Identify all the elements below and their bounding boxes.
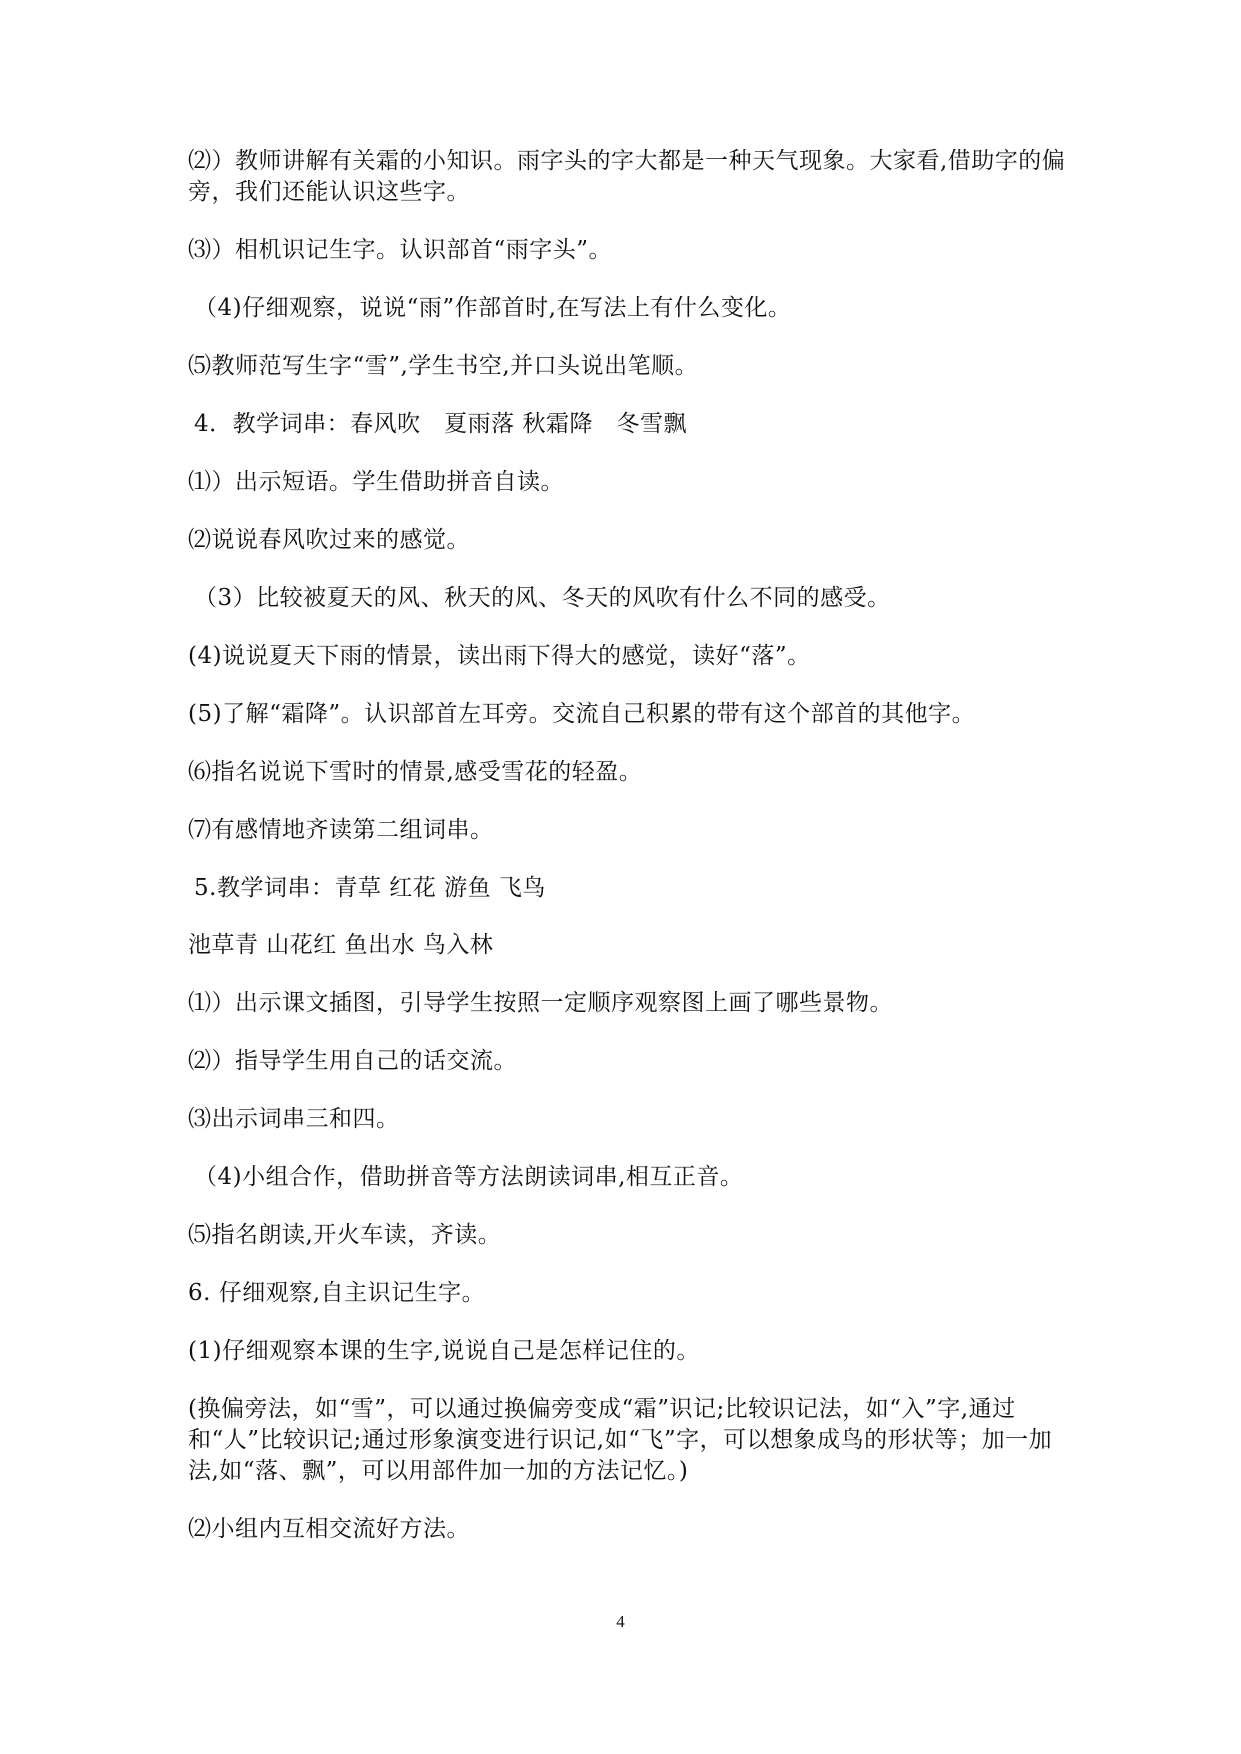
section-5-phrases: 池草青 山花红 鱼出水 鸟入林 (188, 932, 494, 958)
section-5-heading: 5.教学词串：青草 红花 游鱼 飞鸟 (194, 875, 546, 901)
paragraph-1-observe-characters: (1)仔细观察本课的生字,说说自己是怎样记住的。 (188, 1338, 700, 1364)
section-6-heading: 6. 仔细观察,自主识记生字。 (188, 1280, 486, 1306)
paragraph-1-show-illustration: ⑴）出示课文插图，引导学生按照一定顺序观察图上画了哪些景物。 (188, 990, 893, 1016)
paragraph-5-frost-descent: (5)了解“霜降”。认识部首左耳旁。交流自己积累的带有这个部首的其他字。 (188, 701, 976, 727)
paragraph-methods-note: (换偏旁法，如“雪”，可以通过换偏旁变成“霜”识记;比较识记法，如“入”字,通过和“人”比较识记;通过形象演变进行识记,如“飞”字，可以想象成鸟的形状等；加一加法,如“落、飘”，可以用部件加一加的方法记忆。) (188, 1396, 1053, 1484)
paragraph-3-phrases-three-four: ⑶出示词串三和四。 (188, 1106, 400, 1132)
document-body (188, 146, 1068, 1572)
paragraph-2-spring-wind: ⑵说说春风吹过来的感觉。 (188, 527, 470, 553)
paragraph-3-compare-winds: （3）比较被夏天的风、秋天的风、冬天的风吹有什么不同的感受。 (194, 585, 891, 611)
paragraph-1-show-phrases: ⑴）出示短语。学生借助拼音自读。 (188, 469, 564, 495)
paragraph-4-observe-rain: （4)仔细观察，说说“雨”作部首时,在写法上有什么变化。 (194, 295, 792, 321)
page-number: 4 (616, 1612, 625, 1631)
paragraph-7-read-aloud: ⑺有感情地齐读第二组词串。 (188, 817, 494, 843)
paragraph-6-snow-scene: ⑹指名说说下雪时的情景,感受雪花的轻盈。 (188, 759, 643, 785)
paragraph-4-group-work: （4)小组合作，借助拼音等方法朗读词串,相互正音。 (194, 1164, 744, 1190)
paragraph-2-share-methods: ⑵小组内互相交流好方法。 (188, 1516, 470, 1542)
paragraph-5-write-snow: ⑸教师范写生字“雪”,学生书空,并口头说出笔顺。 (188, 353, 699, 379)
paragraph-2-frost-knowledge: ⑵）教师讲解有关霜的小知识。雨字头的字大都是一种天气现象。大家看,借助字的偏旁，我们还能认识这些字。 (188, 148, 1066, 205)
paragraph-5-read-in-turn: ⑸指名朗读,开火车读，齐读。 (188, 1222, 502, 1248)
paragraph-3-radical-rain: ⑶）相机识记生字。认识部首“雨字头”。 (188, 237, 613, 263)
paragraph-4-summer-rain: (4)说说夏天下雨的情景，读出雨下得大的感觉，读好“落”。 (188, 643, 811, 669)
paragraph-2-own-words: ⑵）指导学生用自己的话交流。 (188, 1048, 517, 1074)
section-4-heading: 4．教学词串：春风吹 夏雨落 秋霜降 冬雪飘 (194, 411, 687, 437)
